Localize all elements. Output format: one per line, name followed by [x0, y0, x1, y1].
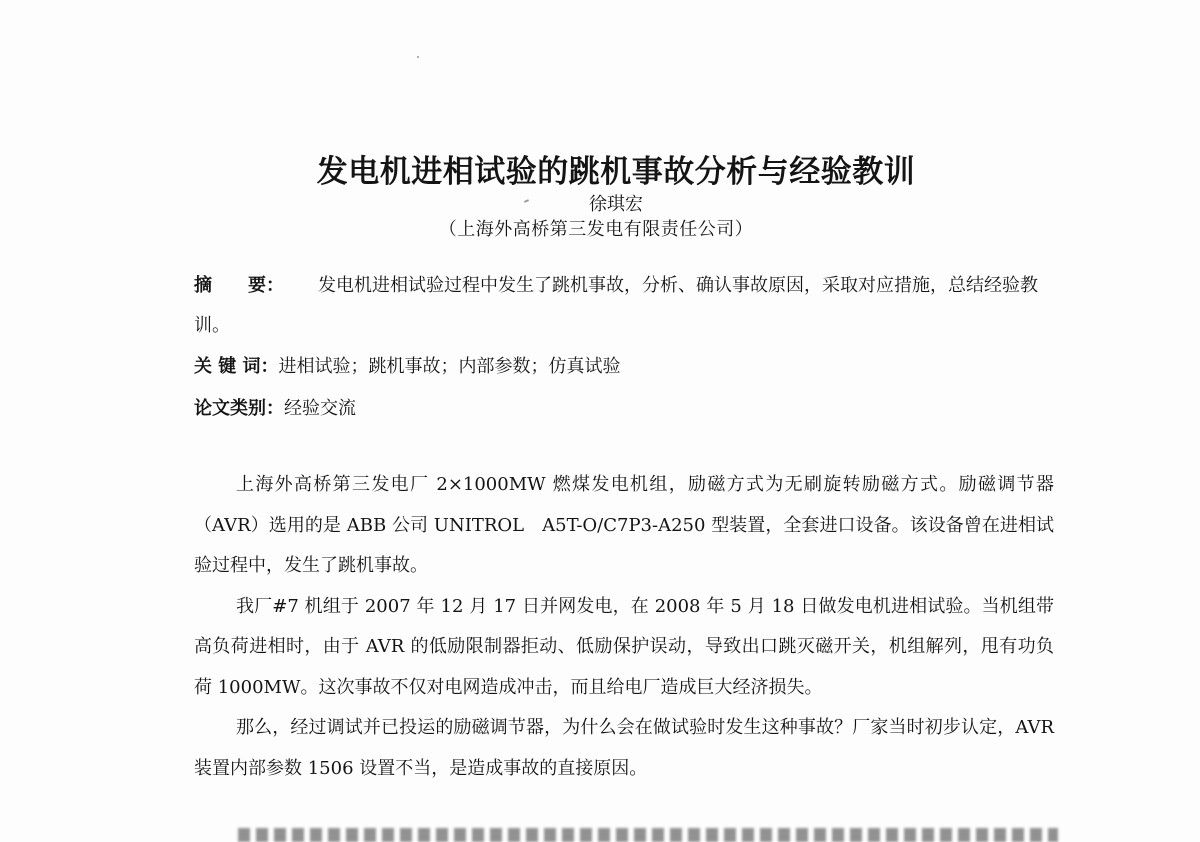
- author-name: 徐琪宏: [589, 194, 643, 215]
- category-text: 经验交流: [284, 398, 356, 419]
- scan-speck: [417, 56, 419, 58]
- category-section: [194, 389, 1054, 429]
- author-affiliation: （上海外高桥第三发电有限责任公司）: [438, 219, 754, 240]
- category-label: 论文类别：: [194, 398, 284, 419]
- body-paragraph: 上海外高桥第三发电厂 2×1000MW 燃煤发电机组，励磁方式为无刷旋转励磁方式。励磁调节器（AVR）选用的是 ABB 公司 UNITROL A5T-O/C7P3-A250 型装置，全套进口设备。该设备曾在进相试验过程中，发生了跳机事故。: [194, 474, 1054, 576]
- abstract-label: 摘 要：: [194, 275, 284, 296]
- body-paragraph: 我厂#7 机组于 2007 年 12 月 17 日并网发电，在 2008 年 5 月 18 日做发电机进相试验。当机组带高负荷进相时，由于 AVR 的低励限制器拒动、低励保护误动，导致出口跳灭磁开关，机组解列，甩有功负荷 1000MW。这次事故不仅对电网造成冲击，而且给电厂造成巨大经济损失。: [194, 595, 1054, 698]
- keywords-label: 关 键 词：: [194, 356, 279, 377]
- abstract-text: 发电机进相试验过程中发生了跳机事故，分析、确认事故原因，采取对应措施，总结经验教训。: [194, 275, 1038, 336]
- body-paragraph: 那么，经过调试并已投运的励磁调节器，为什么会在做试验时发生这种事故？厂家当时初步认定，AVR 装置内部参数 1506 设置不当，是造成事故的直接原因。: [194, 717, 1054, 779]
- abstract-section: [194, 266, 1054, 346]
- keywords-section: [194, 347, 1054, 387]
- cut-off-text-line: [238, 828, 1058, 842]
- body-text: [194, 465, 1054, 789]
- keywords-text: 进相试验；跳机事故；内部参数；仿真试验: [278, 356, 621, 377]
- paper-title: 发电机进相试验的跳机事故分析与经验教训: [316, 154, 916, 190]
